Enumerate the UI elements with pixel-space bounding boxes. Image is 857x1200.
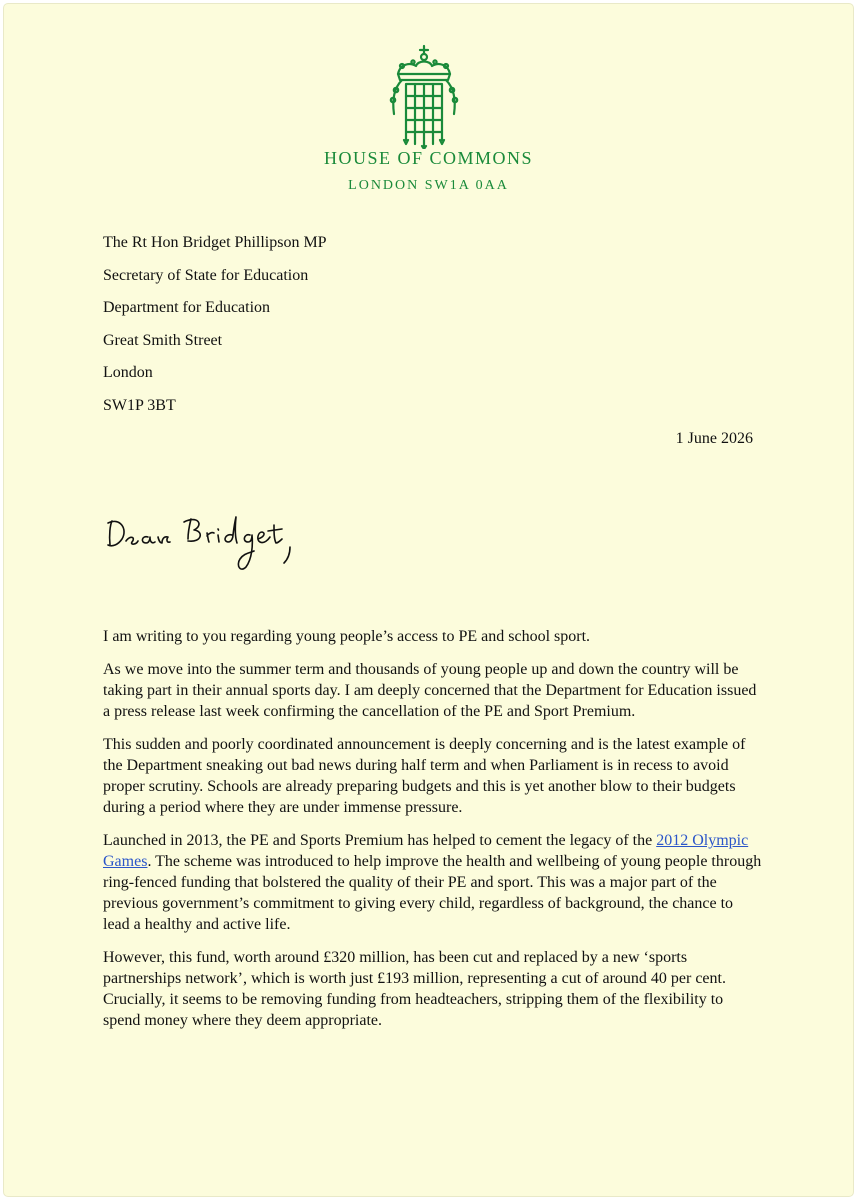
recipient-department: Department for Education xyxy=(103,299,271,317)
house-address-line: LONDON SW1A 0AA xyxy=(348,178,509,193)
paragraph-4-end: . The scheme was introduced to help improve the health and wellbeing of young people through ring-fenced funding that bolstered the quality of their PE and sport. This was a major part of the previous government’s commitment to giving every child, regardless of background, the chance to lead a healthy and active life. xyxy=(103,853,762,933)
paragraph-3: This sudden and poorly coordinated announcement is deeply concerning and is the latest example of the Department sneaking out bad news during half term and when Parliament is in recess to avoid proper scrutiny. Schools are already preparing budgets and this is yet another blow to their budgets during a period where they are under immense pressure. xyxy=(103,736,746,816)
portcullis-crest-icon xyxy=(384,44,464,149)
recipient-address-block xyxy=(103,233,327,429)
paragraph-4-start: Launched in 2013, the PE and Sports Premium has helped to cement the legacy of the xyxy=(103,832,657,849)
letter-date: 1 June 2026 xyxy=(675,430,753,447)
recipient-city: London xyxy=(103,364,153,382)
recipient-name: The Rt Hon Bridget Phillipson MP xyxy=(103,234,327,251)
recipient-postcode: SW1P 3BT xyxy=(103,396,176,414)
paragraph-4 xyxy=(103,830,763,935)
recipient-street: Great Smith Street xyxy=(103,331,223,349)
house-of-commons-heading: HOUSE OF COMMONS xyxy=(323,148,534,168)
letter-body xyxy=(103,626,763,1043)
paragraph-1: I am writing to you regarding young people’s access to PE and school sport. xyxy=(103,628,591,645)
olympic-games-link[interactable]: 2012 Olympic Games xyxy=(103,832,749,870)
letter-page xyxy=(4,4,853,1196)
paragraph-5: However, this fund, worth around £320 million, has been cut and replaced by a new ‘sports partnerships network’, which is worth just £193 million, representing a cut of around 40 per cent. Crucially, it seems to be removing funding from headteachers, stripping them of the flexibility to spend money where they deem appropriate. xyxy=(103,949,726,1029)
paragraph-2: As we move into the summer term and thousands of young people up and down the country will be taking part in their annual sports day. I am deeply concerned that the Department for Education issued a press release last week confirming the cancellation of the PE and Sport Premium. xyxy=(103,661,757,720)
handwritten-salutation xyxy=(104,509,304,579)
recipient-title: Secretary of State for Education xyxy=(103,266,309,284)
